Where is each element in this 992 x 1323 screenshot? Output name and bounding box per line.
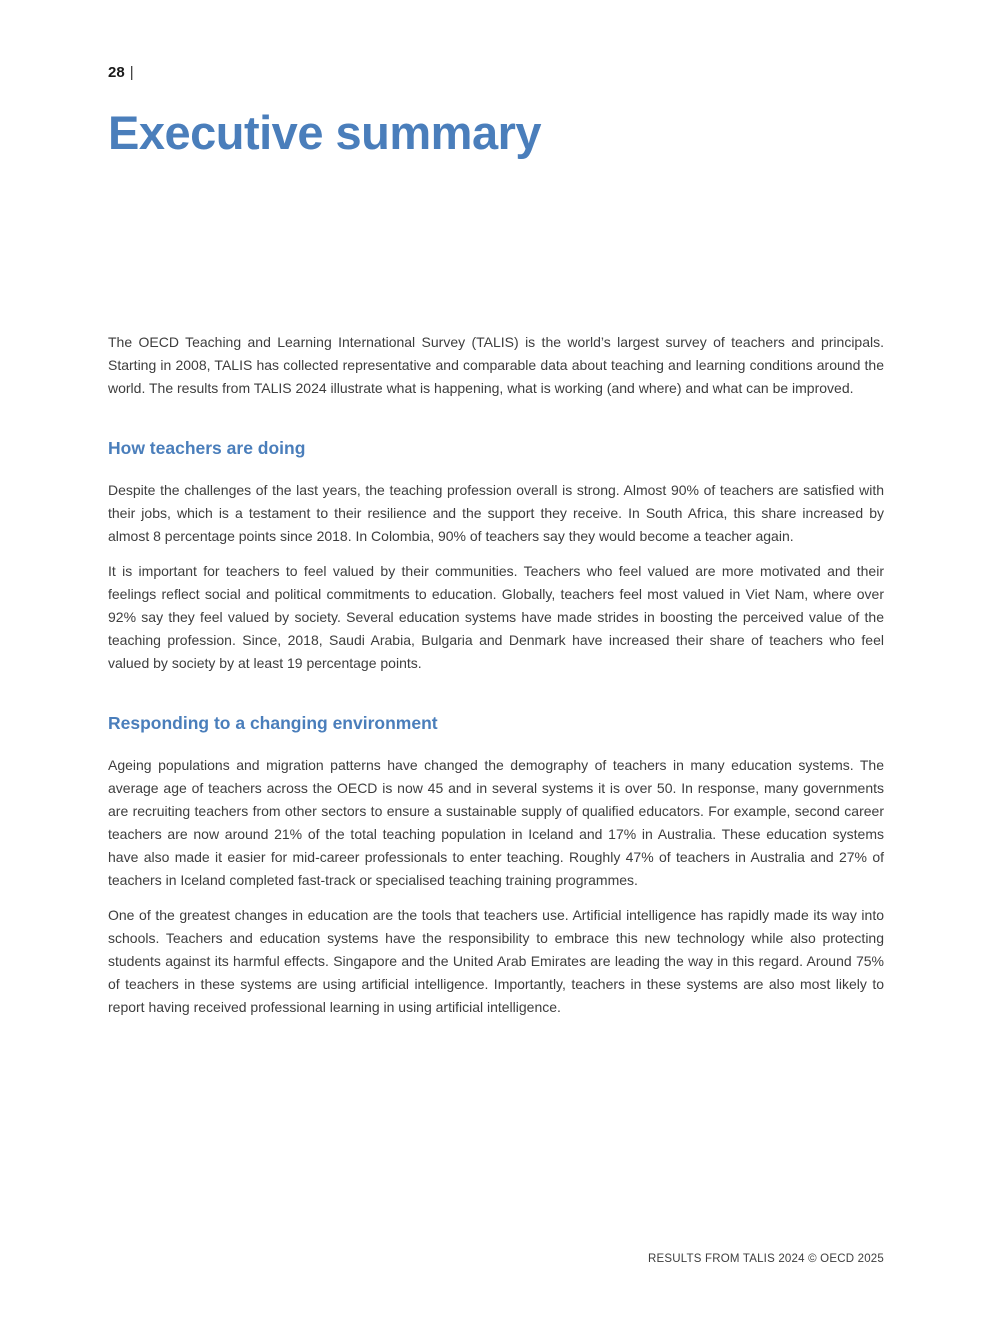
paragraph: Despite the challenges of the last years, the teaching profession overall is strong. Almost 90% of teachers are satisfied with their jobs, which is a testament to their resilience and the support they receive. In South Africa, this share increased by almost 8 percentage points since 2018. In Colombia, 90% of teachers say they would become a teacher again. xyxy=(108,481,884,544)
section-heading-how-teachers-are-doing: How teachers are doing xyxy=(108,437,306,458)
section-how-teachers-are-doing xyxy=(108,438,884,675)
intro-paragraph: The OECD Teaching and Learning International Survey (TALIS) is the world’s largest survey of teachers and principals. Starting in 2008, TALIS has collected representative and comparable data about teaching and learning conditions around the world. The results from TALIS 2024 illustrate what is happening, what is working (and where) and what can be improved. xyxy=(108,333,884,396)
section-responding-to-a-changing-environment xyxy=(108,713,884,1019)
page-footer: RESULTS FROM TALIS 2024 © OECD 2025 xyxy=(648,1253,884,1265)
chapter-title: Executive summary xyxy=(108,106,542,159)
page-header xyxy=(108,64,884,81)
page-number-separator: | xyxy=(129,64,134,81)
paragraph: One of the greatest changes in education are the tools that teachers use. Artificial intelligence has rapidly made its way into schools. Teachers and education systems have the responsibility to embrace this new technology while also protecting students against its harmful effects. Singapore and the United Arab Emirates are leading the way in this regard. Around 75% of teachers in these systems are using artificial intelligence. Importantly, teachers in these systems are also most likely to report having received professional learning in using artificial intelligence. xyxy=(108,906,884,1015)
section-heading-responding-to-a-changing-environment: Responding to a changing environment xyxy=(108,712,438,733)
paragraph: It is important for teachers to feel valued by their communities. Teachers who feel valued are more motivated and their feelings reflect social and political commitments to education. Globally, teachers feel most valued in Viet Nam, where over 92% say they feel valued by society. Several education systems have made strides in boosting the perceived value of the teaching profession. Since, 2018, Saudi Arabia, Bulgaria and Denmark have increased their share of teachers who feel valued by society by at least 19 percentage points. xyxy=(108,562,884,671)
page-number: 28 xyxy=(108,64,125,81)
paragraph: Ageing populations and migration patterns have changed the demography of teachers in many education systems. The average age of teachers across the OECD is now 45 and in several systems it is over 50. In response, many governments are recruiting teachers from other sectors to ensure a sustainable supply of qualified educators. For example, second career teachers are now around 21% of the total teaching population in Iceland and 17% in Australia. These education systems have also made it easier for mid-career professionals to enter teaching. Roughly 47% of teachers in Australia and 27% of teachers in Iceland completed fast-track or specialised teaching training programmes. xyxy=(108,756,884,888)
